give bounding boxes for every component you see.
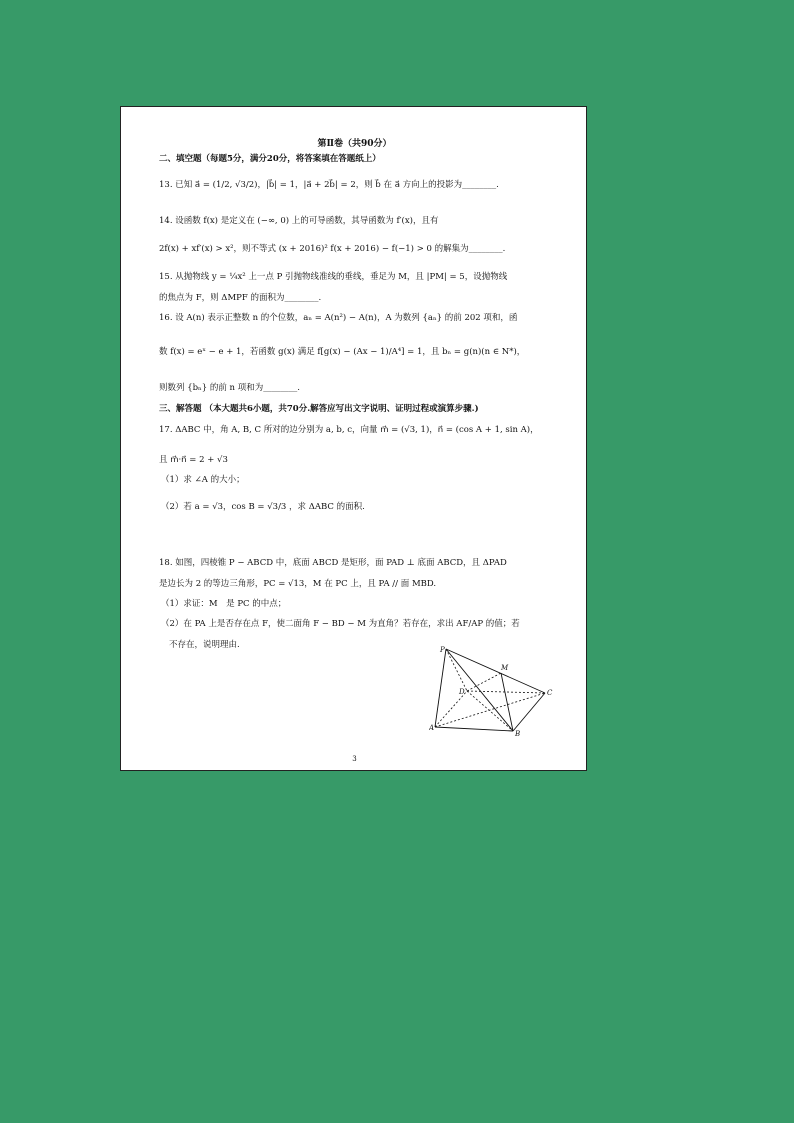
question-16-line2: 数 f(x) = eˣ − e + 1，若函数 g(x) 满足 f[g(x) − (Ax − 1)/A⁴] = 1，且 bₙ = g(n)(n ∈ N*)， (159, 347, 526, 357)
question-15-line2: 的焦点为 F，则 ΔMPF 的面积为________. (159, 293, 322, 303)
question-15-line1: 15. 从抛物线 y = ¼x² 上一点 P 引抛物线准线的垂线，垂足为 M，且 |PM| = 5，设抛物线 (159, 272, 508, 282)
question-14-line2: 2f(x) + xf′(x) > x²，则不等式 (x + 2016)² f(x + 2016) − f(−1) > 0 的解集为________. (159, 244, 506, 254)
vertex-label-b: B (515, 730, 521, 737)
question-13: 13. 已知 a⃗ = (1/2, √3/2)，|b⃗| = 1，|a⃗ + 2b⃗| = 2，则 b⃗ 在 a⃗ 方向上的投影为________. (159, 180, 499, 190)
part3-heading: 三、解答题 （本大题共6小题，共70分.解答应写出文字说明、证明过程或演算步骤.) (159, 404, 479, 414)
question-14-line1: 14. 设函数 f(x) 是定义在 (−∞, 0) 上的可导函数，其导函数为 f′(x)，且有 (159, 216, 439, 226)
vertex-label-p: P (440, 646, 445, 654)
vertex-label-m: M (501, 664, 509, 672)
vertex-label-a: A (429, 724, 435, 732)
section-title: 第Ⅱ卷（共90分） (317, 139, 392, 149)
question-17-part1: （1）求 ∠A 的大小； (161, 475, 245, 485)
question-16-line3: 则数列 {bₙ} 的前 n 项和为________. (159, 383, 300, 393)
question-18-line2: 是边长为 2 的等边三角形，PC = √13，M 在 PC 上，且 PA // 面 MBD. (159, 579, 437, 589)
question-17-line1: 17. ΔABC 中，角 A, B, C 所对的边分别为 a, b, c，向量 m⃗ = (√3, 1)，n⃗ = (cos A + 1, sin A)， (159, 425, 539, 435)
question-17-line2: 且 m⃗·n⃗ = 2 + √3 (159, 455, 228, 465)
question-18-line1: 18. 如图，四棱锥 P − ABCD 中，底面 ABCD 是矩形，面 PAD ⊥ 底面 ABCD，且 ΔPAD (159, 558, 507, 568)
pyramid-figure (429, 645, 559, 737)
question-18-part2-cont: 不存在，说明理由. (169, 640, 240, 650)
part2-heading: 二、填空题（每题5分，满分20分，将答案填在答题纸上） (159, 154, 381, 164)
question-17-part2: （2）若 a = √3，cos B = √3/3 ，求 ΔABC 的面积. (161, 502, 365, 512)
page-number: 3 (352, 755, 357, 763)
question-18-part1: （1）求证：M 是 PC 的中点； (161, 599, 287, 609)
question-18-part2: （2）在 PA 上是否存在点 F，使二面角 F − BD − M 为直角？若存在，求出 AF/AP 的值；若 (161, 619, 520, 629)
vertex-label-c: C (547, 689, 553, 697)
question-16-line1: 16. 设 A(n) 表示正整数 n 的个位数，aₙ = A(n²) − A(n)，A 为数列 {aₙ} 的前 202 项和，函 (159, 313, 518, 323)
vertex-label-d: D (459, 688, 465, 696)
exam-page (120, 106, 587, 771)
